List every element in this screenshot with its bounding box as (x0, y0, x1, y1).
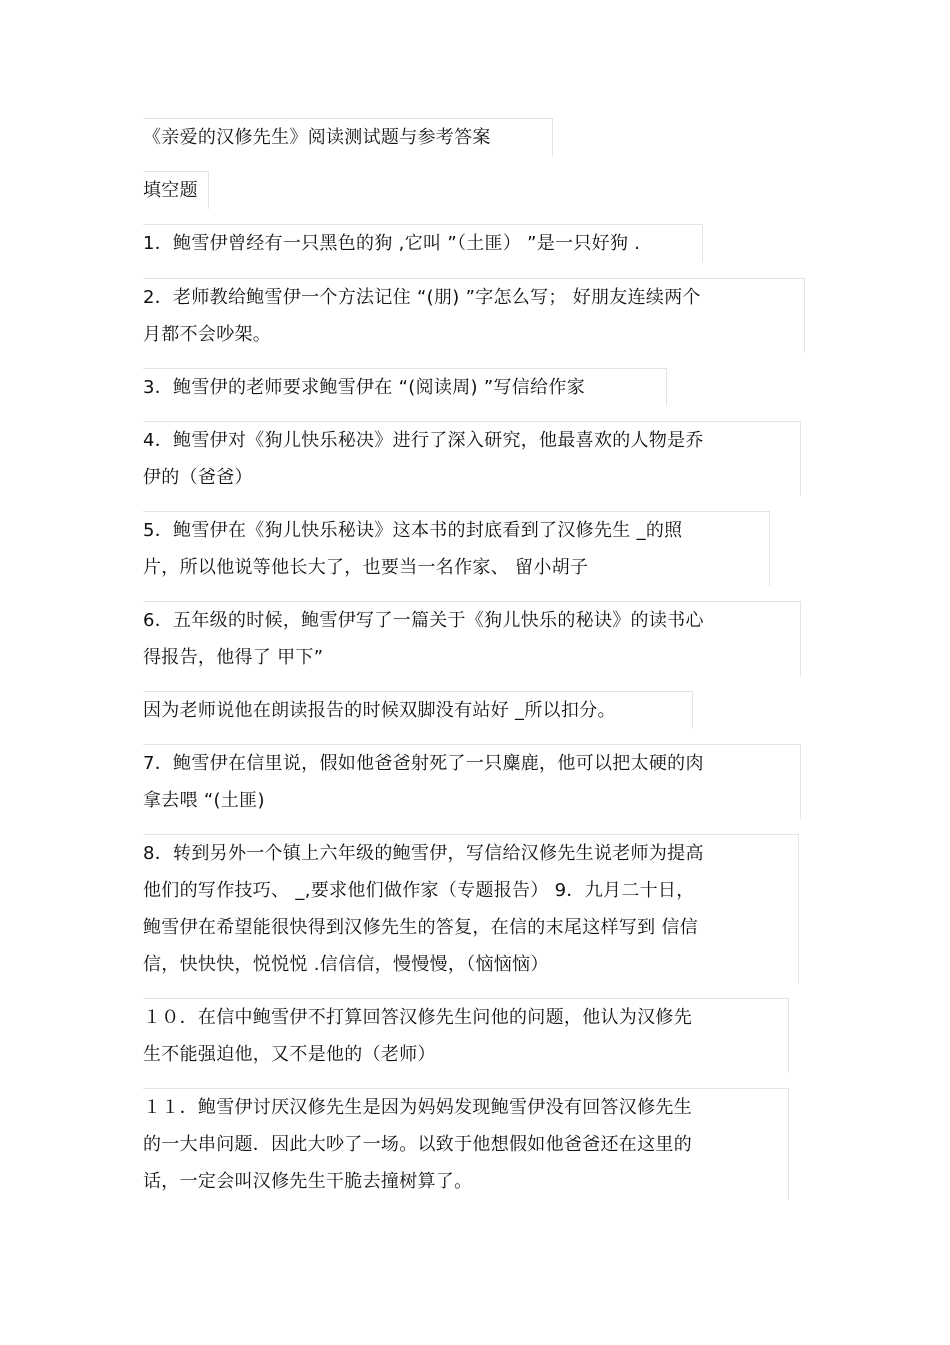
question-line: 3．鲍雪伊的老师要求鲍雪伊在 “(阅读周) ”写信给作家 (143, 377, 585, 398)
section-line: 填空题 (143, 180, 198, 201)
question-line: 5．鲍雪伊在《狗儿快乐秘诀》这本书的封底看到了汉修先生 _的照 (143, 520, 683, 541)
question-line: 8．转到另外一个镇上六年级的鲍雪伊，写信给汉修先生说老师为提高 (143, 843, 704, 864)
question-6 (143, 601, 801, 676)
question-line: １０．在信中鲍雪伊不打算回答汉修先生问他的问题，他认为汉修先 (143, 1007, 692, 1028)
question-line: 生不能强迫他，又不是他的（老师） (143, 1044, 436, 1065)
question-7 (143, 744, 801, 819)
question-line: 因为老师说他在朗读报告的时候双脚没有站好 _所以扣分。 (143, 700, 616, 721)
question-line: 他们的写作技巧、 _,要求他们做作家（专题报告） 9．九月二十日， (143, 880, 695, 901)
question-line: 6．五年级的时候，鲍雪伊写了一篇关于《狗儿快乐的秘诀》的读书心 (143, 610, 704, 631)
question-5 (143, 511, 770, 586)
question-line: 伊的（爸爸） (143, 467, 253, 488)
question-8-9 (143, 834, 799, 983)
question-6-continued (143, 691, 693, 729)
question-line: 1．鲍雪伊曾经有一只黑色的狗 ,它叫 ”（土匪） ”是一只好狗 . (143, 233, 641, 254)
question-line: 7．鲍雪伊在信里说，假如他爸爸射死了一只麋鹿，他可以把太硬的肉 (143, 753, 704, 774)
question-line: １１．鲍雪伊讨厌汉修先生是因为妈妈发现鲍雪伊没有回答汉修先生 (143, 1097, 692, 1118)
question-4 (143, 421, 801, 496)
question-3 (143, 368, 667, 406)
question-line: 片，所以他说等他长大了，也要当一名作家、 留小胡子 (143, 557, 589, 578)
question-line: 的一大串问题．因此大吵了一场。以致于他想假如他爸爸还在这里的 (143, 1134, 692, 1155)
question-2 (143, 278, 805, 353)
question-line: 月都不会吵架。 (143, 324, 272, 345)
question-line: 2．老师教给鲍雪伊一个方法记住 “(朋) ”字怎么写； 好朋友连续两个 (143, 287, 701, 308)
document-title (143, 118, 553, 156)
section-heading (143, 171, 209, 209)
question-line: 鲍雪伊在希望能很快得到汉修先生的答复，在信的末尾这样写到 信信 (143, 917, 699, 938)
question-11 (143, 1088, 789, 1200)
question-10 (143, 998, 789, 1073)
question-line: 话，一定会叫汉修先生干脆去撞树算了。 (143, 1171, 473, 1192)
title-line: 《亲爱的汉修先生》阅读测试题与参考答案 (143, 127, 491, 148)
question-line: 信，快快快，悦悦悦 .信信信，慢慢慢，（恼恼恼） (143, 954, 549, 975)
question-line: 4．鲍雪伊对《狗儿快乐秘决》进行了深入研究，他最喜欢的人物是乔 (143, 430, 704, 451)
question-line: 得报告，他得了 甲下” (143, 647, 324, 668)
question-1 (143, 224, 703, 262)
question-line: 拿去喂 “(土匪) (143, 790, 265, 811)
